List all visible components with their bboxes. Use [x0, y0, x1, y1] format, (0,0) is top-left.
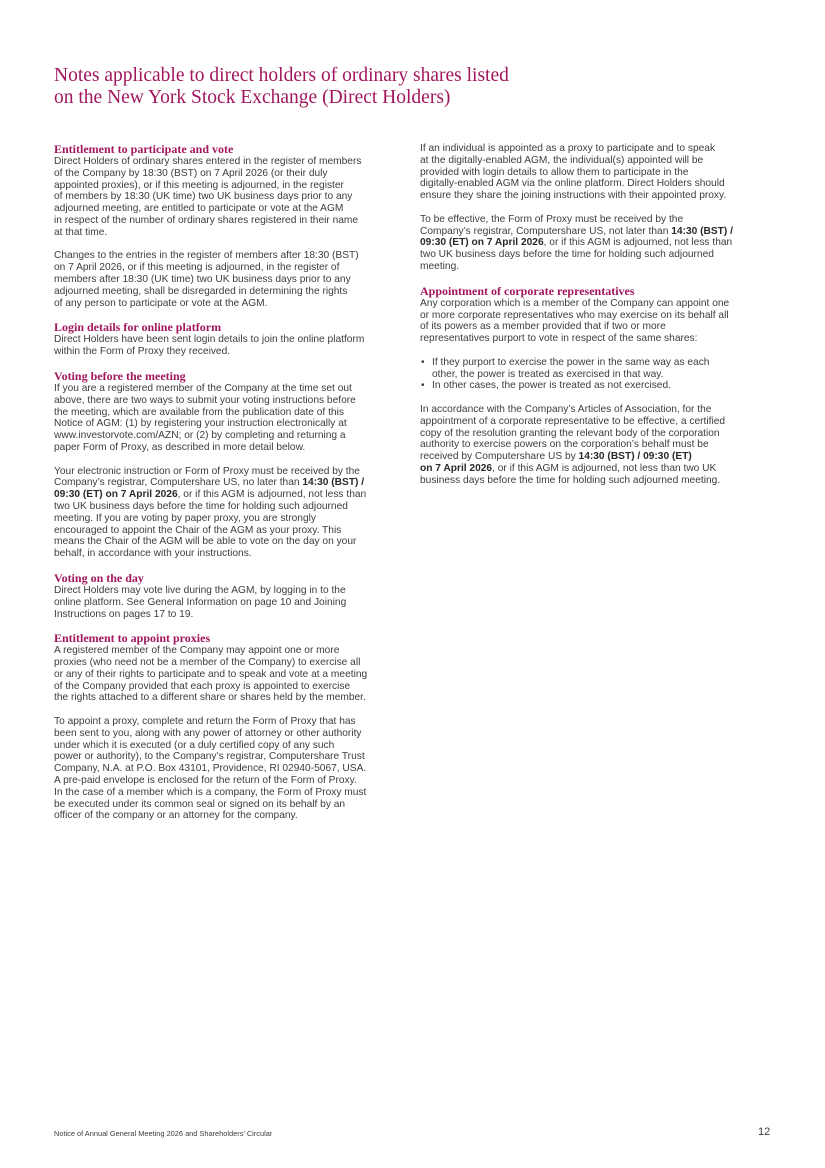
- text-line: adjourned meeting, shall be disregarded in determining the rights: [54, 285, 348, 297]
- text-line: meeting.: [420, 260, 460, 272]
- section-heading: Login details for online platform: [54, 320, 222, 335]
- section-heading: Entitlement to participate and vote: [54, 142, 234, 156]
- text-line: encouraged to appoint the Chair of the AGM as your proxy. This: [54, 524, 342, 536]
- section-heading: Entitlement to appoint proxies: [54, 631, 211, 646]
- text-line: copy of the resolution granting the relevant body of the corporation: [420, 427, 720, 439]
- text-line: paper Form of Proxy, as described in more detail below.: [54, 441, 306, 453]
- text-line: Any corporation which is a member of the Company can appoint one: [420, 297, 730, 309]
- text-span: , or if this AGM is adjourned, not less than: [543, 237, 733, 249]
- text-line: Direct Holders of ordinary shares entered in the register of members: [54, 156, 362, 167]
- section-proxy-intro: [420, 143, 775, 273]
- text-line: within the Form of Proxy they received.: [54, 346, 231, 358]
- text-line: above, there are two ways to submit your voting instructions before: [54, 394, 356, 406]
- left-column: [54, 143, 409, 834]
- text-line: other, the power is treated as exercised in that way.: [432, 368, 664, 380]
- paragraph: [420, 404, 775, 487]
- title-line: Notes applicable to direct holders of ordinary shares listed: [54, 65, 509, 86]
- text-line: under which it is executed (or a duly certified copy of any such: [54, 739, 335, 751]
- paragraph: [54, 250, 409, 309]
- text-line: or more corporate representatives who may exercise on its behalf all: [420, 309, 729, 321]
- text-line: A registered member of the Company may appoint one or more: [54, 645, 340, 657]
- page-title: [54, 65, 614, 109]
- text-span: , or if this AGM is adjourned, not less than two UK: [492, 462, 717, 474]
- text-line: two UK business days before the time for holding such adjourned: [54, 500, 348, 512]
- text-span: received by Computershare US by: [420, 451, 579, 463]
- paragraph: [54, 334, 409, 358]
- section-heading: Appointment of corporate representatives: [420, 283, 635, 298]
- section-login-details: [54, 321, 409, 358]
- text-line: [54, 477, 409, 489]
- text-lines: [420, 404, 775, 451]
- text-line: authority to exercise powers on the corporation’s behalf must be: [420, 439, 709, 451]
- text-line: ensure they share the joining instructions with their appointed proxy.: [420, 190, 727, 202]
- section-appoint-proxies: [54, 632, 409, 822]
- bullet-list: [420, 357, 775, 392]
- section-voting-day: [54, 572, 409, 620]
- text-line: officer of the company or an attorney for the company.: [54, 810, 298, 822]
- section-corporate-representatives: [420, 285, 775, 487]
- right-column: [420, 143, 775, 499]
- deadline-text: 09:30 (ET) on 7 April 2026: [54, 489, 178, 501]
- text-line: provided with login details to allow them to participate in the: [420, 166, 689, 178]
- text-line: meeting. If you are voting by paper proxy, you are strongly: [54, 512, 316, 524]
- section-heading: Voting on the day: [54, 570, 144, 585]
- text-line: members after 18:30 (UK time) two UK business days prior to any: [54, 273, 351, 285]
- text-line: In the case of a member which is a company, the Form of Proxy must: [54, 786, 367, 798]
- text-line: at that time.: [54, 226, 108, 238]
- text-line: of members by 18:30 (UK time) two UK business days prior to any: [54, 191, 353, 203]
- text-line: digitally-enabled AGM via the online platform. Direct Holders should: [420, 178, 725, 190]
- text-line: in respect of the number of ordinary shares registered in their name: [54, 214, 359, 226]
- text-line: Changes to the entries in the register of members after 18:30 (BST): [54, 250, 359, 262]
- text-line: To be effective, the Form of Proxy must be received by the: [420, 213, 684, 225]
- text-line: [420, 463, 775, 475]
- deadline-text: 14:30 (BST) /: [302, 477, 365, 489]
- paragraph: [54, 585, 409, 620]
- list-item: [420, 357, 775, 381]
- paragraph: [54, 716, 409, 822]
- text-line: Direct Holders have been sent login details to join the online platform: [54, 334, 365, 346]
- deadline-text: 14:30 (BST) / 09:30 (ET): [578, 451, 692, 463]
- text-span: Company’s registrar, Computershare US, not later than: [420, 225, 672, 237]
- text-lines: [54, 501, 409, 560]
- text-lines: [420, 249, 775, 273]
- text-line: of the Company by 18:30 (BST) on 7 April 2026 (or their duly: [54, 167, 328, 179]
- text-line: business days before the time for holding such adjourned meeting.: [420, 474, 721, 486]
- text-line: Instructions on pages 17 to 19.: [54, 608, 194, 620]
- text-line: been sent to you, along with any power of attorney or other authority: [54, 727, 362, 739]
- text-line: the meeting, which are available from the publication date of this: [54, 406, 344, 418]
- section-entitlement-vote: [54, 143, 409, 309]
- text-line: If an individual is appointed as a proxy to participate and to speak: [420, 143, 716, 154]
- text-line: or any of their rights to participate and to speak and vote at a meeting: [54, 668, 368, 680]
- text-line: of any person to participate or vote at the AGM.: [54, 297, 268, 309]
- text-line: Your electronic instruction or Form of Proxy must be received by the: [54, 465, 360, 477]
- paragraph: [420, 143, 775, 202]
- text-line: In accordance with the Company’s Articles of Association, for the: [420, 403, 712, 415]
- text-line: [420, 237, 775, 249]
- paragraph: [420, 214, 775, 273]
- text-line: adjourned meeting, are entitled to participate or vote at the AGM: [54, 203, 344, 215]
- text-line: Company, N.A. at P.O. Box 43101, Providence, RI 02940-5067, USA.: [54, 763, 367, 775]
- deadline-text: 14:30 (BST) /: [671, 225, 733, 237]
- text-line: www.investorvote.com/AZN; or (2) by completing and returning a: [54, 430, 346, 442]
- paragraph: [54, 466, 409, 560]
- text-line: Direct Holders may vote live during the AGM, by logging in to the: [54, 584, 346, 596]
- text-line: at the digitally-enabled AGM, the individual(s) appointed will be: [420, 154, 704, 166]
- section-heading: Voting before the meeting: [54, 368, 186, 383]
- text-line: power or authority), to the Company’s registrar, Computershare Trust: [54, 751, 365, 763]
- text-span: Company’s registrar, Computershare US, no later than: [54, 477, 303, 489]
- text-line: appointment of a corporate representative to be effective, a certified: [420, 415, 726, 427]
- deadline-text: on 7 April 2026: [420, 462, 493, 474]
- text-span: , or if this AGM is adjourned, not less than: [177, 489, 367, 501]
- text-line: If you are a registered member of the Company at the time set out: [54, 382, 352, 394]
- text-line: of its powers as a member provided that if two or more: [420, 321, 666, 333]
- text-line: of the Company provided that each proxy is appointed to exercise: [54, 680, 351, 692]
- text-line: appointed proxies), or if this meeting is adjourned, in the register: [54, 179, 344, 191]
- footer-document-title: Notice of Annual General Meeting 2026 and Shareholders’ Circular: [54, 1129, 273, 1138]
- text-line: • If they purport to exercise the power in the same way as each: [432, 356, 710, 368]
- text-line: [420, 226, 775, 238]
- text-line: means the Chair of the AGM will be able to vote on the day on your: [54, 536, 357, 548]
- text-line: [420, 451, 775, 463]
- paragraph: [420, 298, 775, 345]
- text-line: two UK business days before the time for holding such adjourned: [420, 249, 714, 261]
- text-line: behalf, in accordance with your instructions.: [54, 548, 252, 560]
- text-line: the rights attached to a different share or shares held by the member.: [54, 692, 366, 704]
- text-line: be executed under its common seal or signed on its behalf by an: [54, 798, 346, 810]
- paragraph: [54, 645, 409, 704]
- text-line: representatives purport to vote in respect of the same shares:: [420, 333, 698, 345]
- section-voting-before: [54, 370, 409, 560]
- text-line: To appoint a proxy, complete and return the Form of Proxy that has: [54, 716, 356, 728]
- text-line: on 7 April 2026, or if this meeting is adjourned, in the register of: [54, 262, 340, 274]
- text-line: online platform. See General Information on page 10 and Joining: [54, 596, 347, 608]
- page-number: 12: [758, 1126, 771, 1138]
- text-line: Notice of AGM: (1) by registering your instruction electronically at: [54, 418, 347, 430]
- deadline-text: 09:30 (ET) on 7 April 2026: [420, 237, 544, 249]
- list-item: • In other cases, the power is treated as not exercised.: [420, 380, 775, 392]
- text-line: A pre-paid envelope is enclosed for the return of the Form of Proxy.: [54, 775, 357, 787]
- title-line: on the New York Stock Exchange (Direct Holders): [54, 87, 451, 108]
- text-line: [54, 489, 409, 501]
- paragraph: [54, 383, 409, 454]
- paragraph: [54, 156, 409, 239]
- text-line: proxies (who need not be a member of the Company) to exercise all: [54, 657, 361, 669]
